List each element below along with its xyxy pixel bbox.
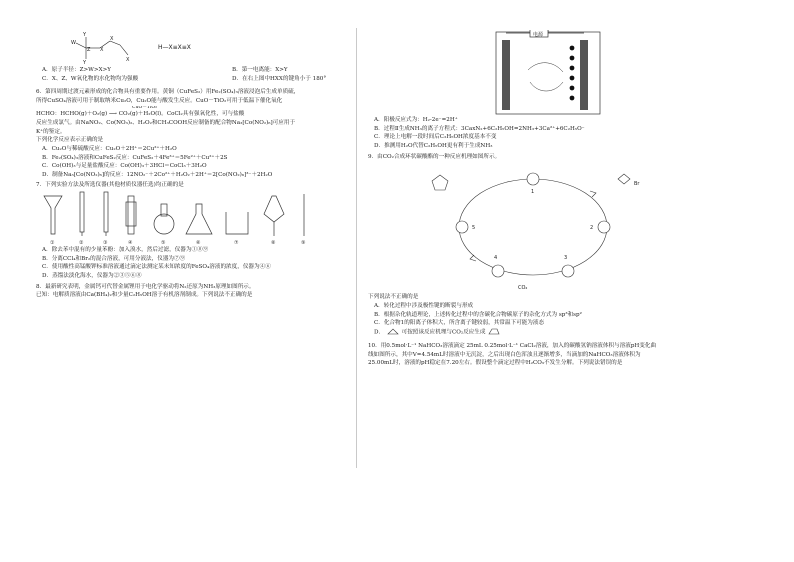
q7-option-c: C．使用酸性高锰酸钾标准溶液通过滴定法测定某未知浓度的FeSO₄溶液的浓度，仪器为④⑥ (42, 264, 271, 271)
q6-line-2: 所得CuSO₄溶液可用于制取纳米Cu₂O，Cu₂O能与酸发生反应。CuO－TiO₂可用于低温下催化氧化 (36, 97, 283, 104)
q6-line-1: 6．第四周期过渡元素形成的化合物具有重要作用。黄铜（CuFeS₂）用Fe₂(SO₄)₃溶液浸泡后生成单质硫， (36, 89, 300, 96)
q5-options-row-2 (36, 75, 366, 84)
q9-stem: 9．由CO₂合成环状碳酸酯的一种反应机理如图所示。 (368, 153, 501, 160)
q7-label-7: ⑦ (234, 240, 239, 247)
q9-option-d-prefix: D． (374, 329, 385, 336)
q7-stem: 7．下列实验方法及所选仪器(其他材质仪器任选)均正确的是 (36, 182, 184, 189)
q6-line-3: HCHO：HCHO(g)＋O₂(g) ⟶ CO₂(g)＋H₂O(l)。CoCl₂具有强氧化性，可与盐酸 (36, 111, 245, 118)
cyclic-carbonate-structure (487, 328, 501, 336)
q8-electrolysis-figure (368, 30, 698, 116)
q6-option-a: A．Cu₂O与稀硫酸反应：Cu₂O＋2H⁺＝2Cu²⁺＋H₂O (42, 145, 177, 152)
q8-option-d: D．推测用H₂O代替C₂H₅OH更有利于生成NH₃ (374, 142, 493, 149)
q9-option-b: B．根据杂化轨道理论，上述转化过程中的含碳化合物碳原子的杂化方式为 sp³和sp² (374, 311, 582, 318)
q6-option-b: B．Fe₂(SO₄)₃溶液和CuFeS₂反应：CuFeS₂＋4Fe³⁺＝5Fe²⁺＋Cu²⁺＋2S (42, 154, 228, 161)
svg-text:W: W (71, 40, 76, 46)
q10-line-3: 25.00mL时，溶液的pH稳定在7.20左右。假设整个滴定过程中H₂CO₃不发生分解。下列说法错误的是 (368, 360, 623, 367)
svg-text:X: X (126, 57, 130, 63)
q5-option-a: A．原子半径：Z>W>X>Y (42, 67, 111, 73)
q7-option-a: A．除去苯中混有的少量苯酚：加入溴水，然后过滤，仪器为①⑧⑨ (42, 247, 209, 254)
bromide-label: Br (634, 181, 640, 188)
anode-electrode (502, 40, 510, 110)
q9-option-d (368, 328, 698, 337)
compound-label-5: 5 (472, 225, 476, 232)
q7-label-9: ⑨ (301, 240, 306, 247)
svg-text:Y: Y (83, 60, 87, 65)
q5-option-b: B．第一电离能：X>Y (232, 67, 288, 73)
q9-option-a: A．转化过程中涉及极性键的断裂与形成 (374, 302, 474, 309)
q8-option-c: C．理论上电解一段时间后C₂H₅OH浓度基本不变 (374, 134, 497, 141)
svg-text:X: X (100, 47, 104, 53)
q7-label-3: ③ (103, 240, 108, 247)
q5-option-c: C．X、Z、W氧化物的水化物均为强酸 (42, 75, 139, 82)
svg-text:X: X (110, 36, 114, 42)
svg-text:Z: Z (87, 47, 91, 53)
power-source-label: 电源 (533, 32, 544, 38)
q5-options-row-1 (36, 66, 366, 75)
q6-option-d: D．制备Na₃[Co(NO₂)₆]的反应：12NO₂⁻＋2Co²⁺＋H₂O₂＋2H⁺＝2[Co(NO₂)₆]³⁻＋2H₂O (42, 171, 273, 178)
compound-label-4: 4 (494, 255, 498, 262)
q7-label-1: ① (50, 240, 55, 247)
right-column (368, 30, 698, 368)
svg-text:Y: Y (83, 32, 87, 38)
q6-catalyst-note: CuO－TiO₂ (132, 105, 157, 110)
molecule-structure-b: H—X≡X≡X (158, 44, 191, 52)
q7-label-2: ② (79, 240, 84, 247)
q5-structures (36, 30, 366, 66)
compound-label-3: 3 (564, 255, 568, 262)
q7-label-6: ⑥ (196, 240, 201, 247)
compound-label-2: 2 (590, 225, 594, 232)
q8-option-a: A．阳极反应式为：H₂-2e⁻=2H⁺ (374, 117, 458, 123)
q7-label-5: ⑤ (161, 240, 166, 247)
q6-option-c: C．Co(OH)₃与足量盐酸反应：Co(OH)₃＋3HCl＝CoCl₃＋3H₂O (42, 163, 207, 170)
q10-line-1: 10．用0.5mol·L⁻¹ NaHCO₃溶液滴定 25mL 0.25mol·L⁻¹ CaCl₂溶液，加入的碳酸氢钠溶液体积与溶液pH变化曲 (368, 343, 657, 350)
q9-option-c: C．化合物1的阳离子体积大，所含离子键较弱，其常温下可能为液态 (374, 320, 545, 327)
q7-label-8: ⑧ (271, 240, 276, 247)
q8-option-b: B．过程Ⅱ生成NH₃的离子方程式：3CaxN₂+6C₂H₅OH=2NH₃+3Ca²⁺+6C₂H₅O⁻ (374, 125, 585, 132)
q7-label-4: ④ (128, 240, 133, 247)
q6-line-4: 反应生成氯气。由NaNO₂、Co(NO₃)₂、H₂O₂和CH₃COOH反应制备的配合物Na₃[Co(NO₂)₆]可应用于 (36, 119, 296, 126)
q9-sub-stem: 下列说法不正确的是 (368, 294, 419, 301)
q10-line-2: 线如图所示，其中V=4.54mL时溶液中无沉淀，之后出现白色浑浊且逐渐增多，当滴加的NaHCO₃溶液体积为 (368, 351, 641, 358)
co2-label: CO₂ (518, 285, 528, 292)
epoxide-structure (386, 328, 400, 336)
compound-label-1: 1 (531, 189, 535, 196)
q7-apparatus-figure (36, 190, 336, 246)
q9-mechanism-cycle-figure (368, 161, 698, 293)
q6-line-6: 下列化学反应表示正确的是 (36, 137, 104, 144)
calcium-particles (570, 46, 575, 101)
q7-option-b: B．分离CCl₄和Br₂的混合溶液，可用分液法，仪器为⑦⑨ (42, 255, 186, 262)
cathode-electrode (580, 40, 588, 110)
q5-option-d: D．在右上图中HXX的键角小于 180° (232, 75, 327, 82)
q9-option-d-text: 可按照该反应机理与CO₂反应生成 (401, 329, 486, 336)
q8-line-1: 8．最新研究表明，金属钙可代替金属锂用于电化学驱动将N₂还原为NH₃原理如图所示。 (36, 283, 255, 290)
q6-line-5: K⁺的鉴定。 (36, 128, 66, 135)
q8-line-2: 已知：电解质溶液由Ca(BH₄)₂和少量C₂H₅OH溶于有机溶剂制成。下列说法不正确的是 (36, 292, 253, 299)
left-column (36, 30, 366, 300)
molecule-structure-a (66, 31, 136, 65)
q7-option-d: D．蒸馏法淡化海水，仪器为②③⑤⑥⑧ (42, 273, 142, 280)
